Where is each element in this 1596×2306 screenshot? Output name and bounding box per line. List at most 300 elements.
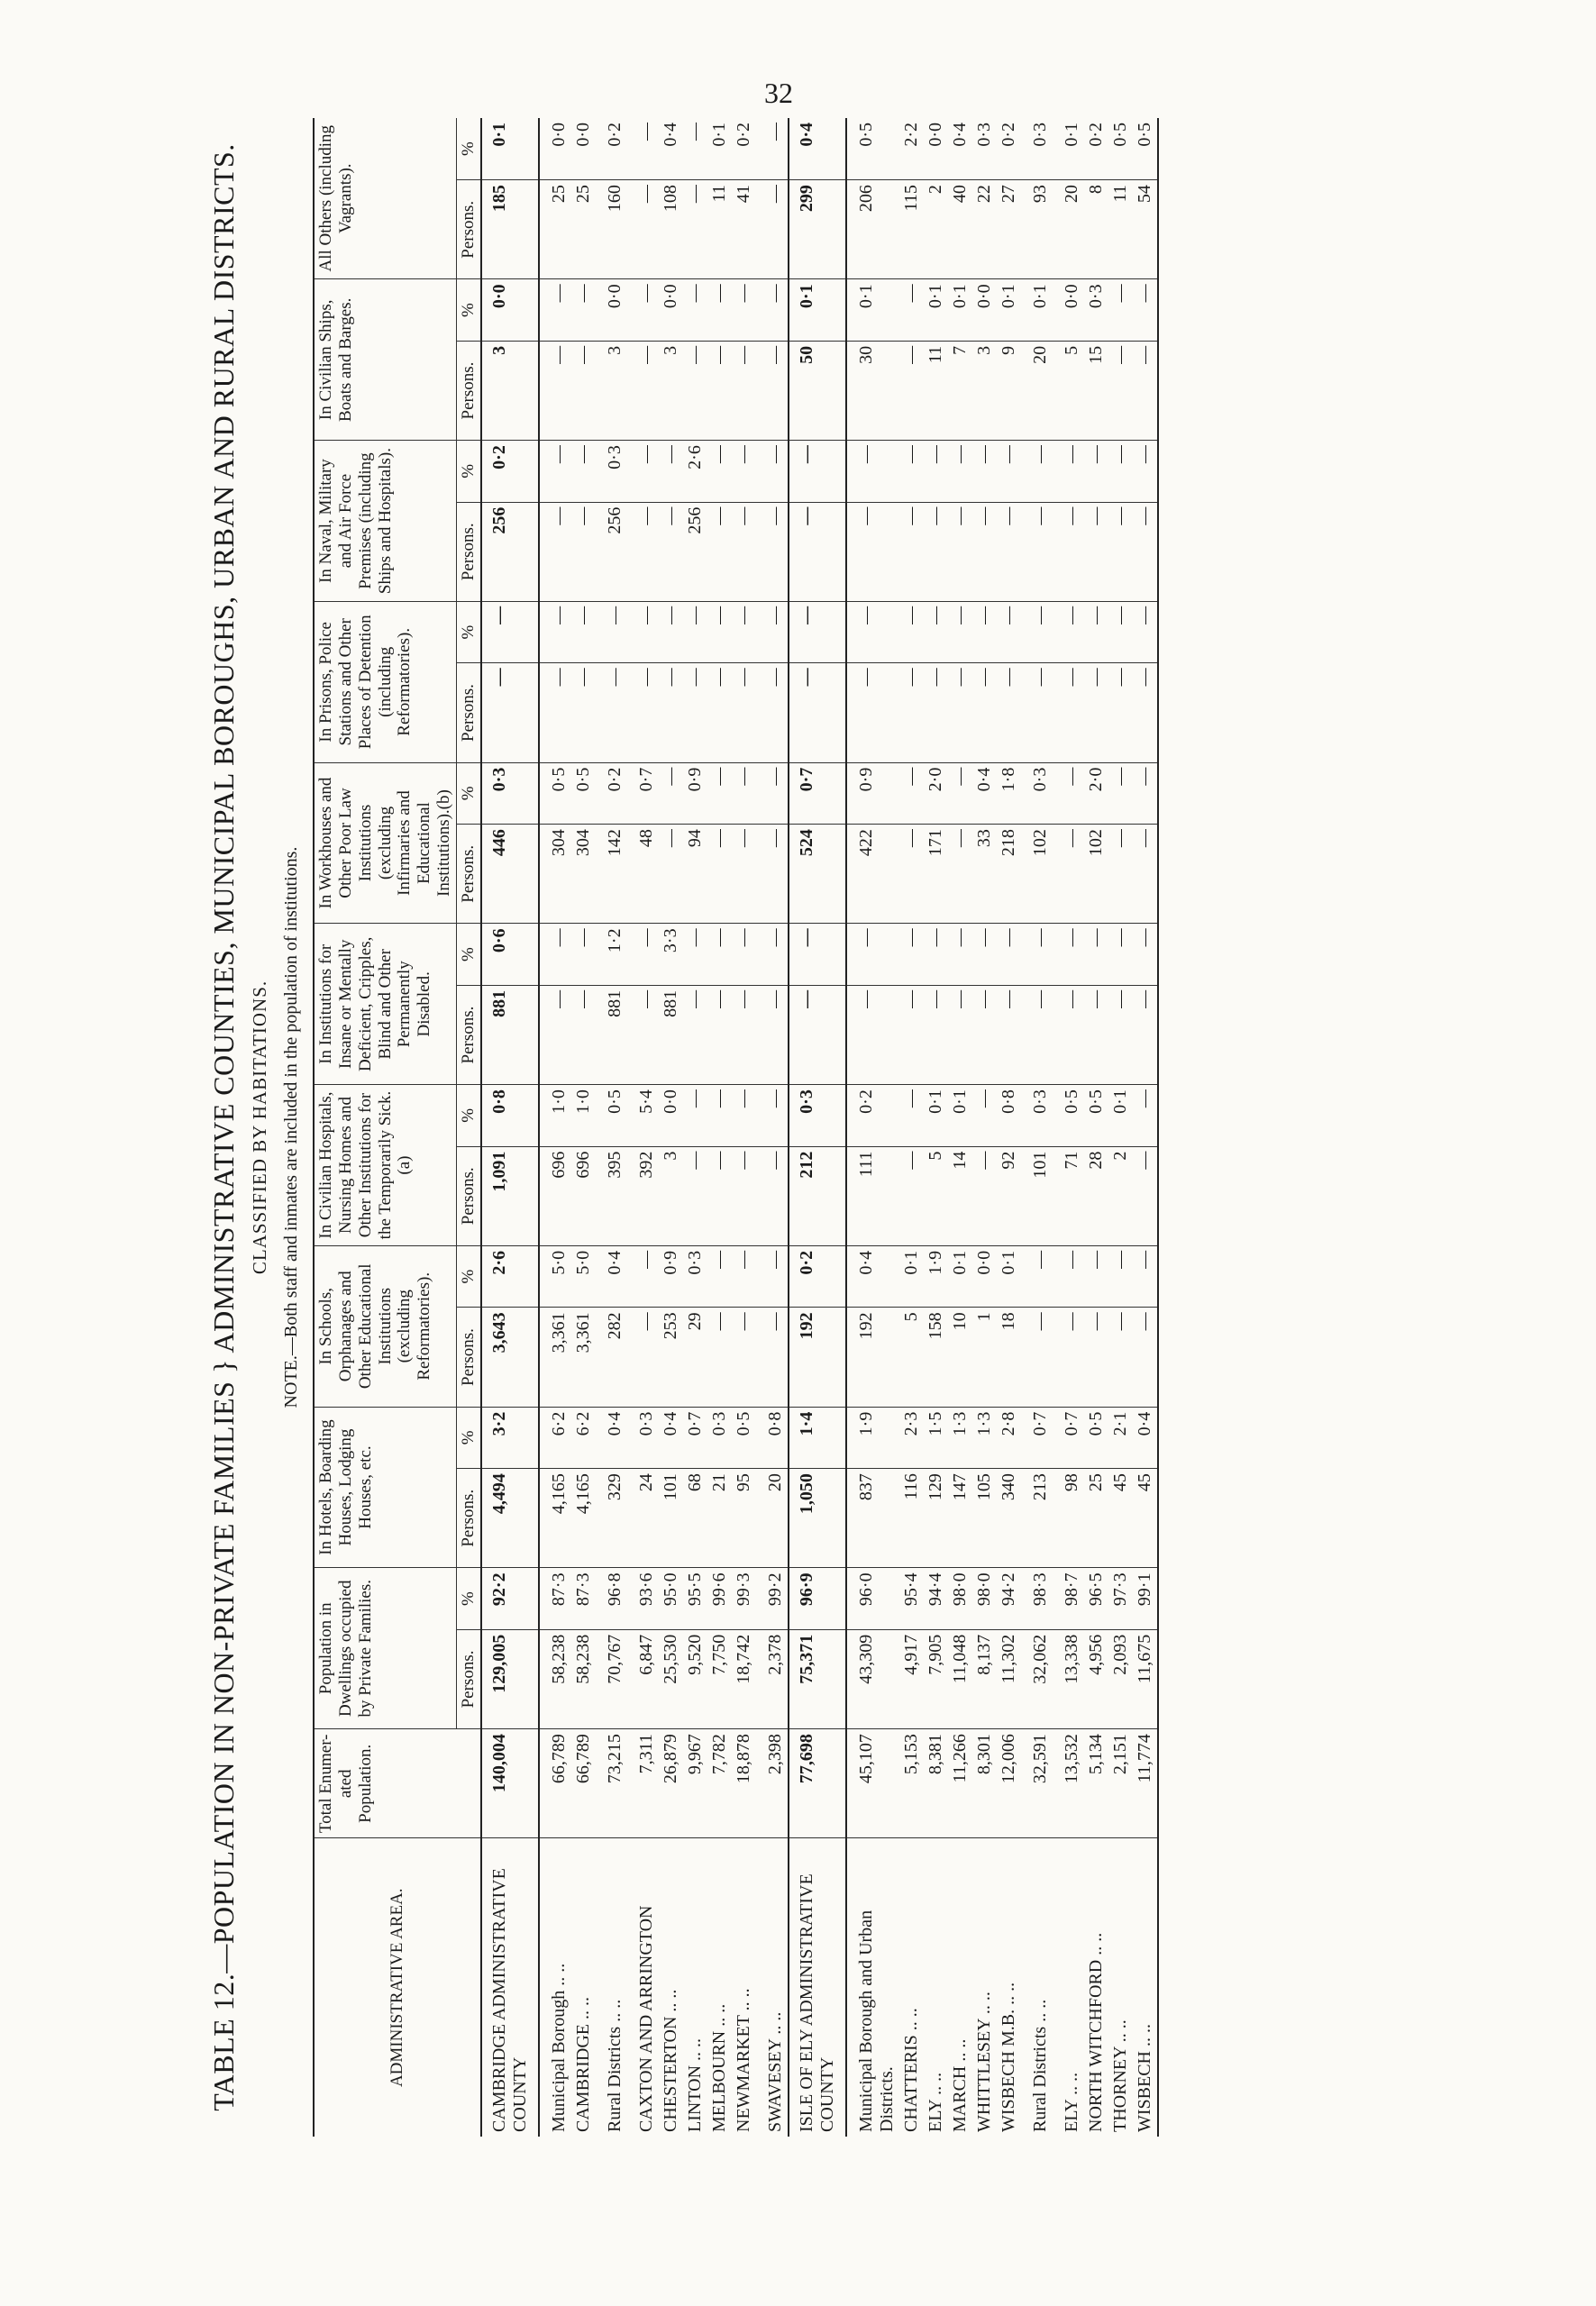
group-header: In Civilian Hospitals, Nursing Homes and Other Institutions for the Temporarily Sick.(a): [314, 1085, 456, 1246]
percent-cell: 0·1: [997, 1245, 1021, 1307]
persons-cell: —: [707, 502, 732, 601]
persons-cell: 3: [659, 1146, 683, 1245]
persons-cell: 11: [1108, 180, 1133, 279]
persons-cell: 58,238: [571, 1629, 596, 1728]
table-row: [596, 118, 627, 2137]
table-body: [481, 118, 1158, 2137]
percent-cell: —: [1021, 601, 1053, 662]
percent-subheader: %: [456, 118, 480, 180]
persons-cell: 48: [627, 825, 659, 924]
table-row: [707, 118, 732, 2137]
persons-cell: —: [899, 663, 924, 762]
percent-cell: —: [1108, 924, 1133, 985]
percent-cell: —: [997, 601, 1021, 662]
persons-cell: 20: [1053, 180, 1084, 279]
percent-cell: 0·4: [596, 1245, 627, 1307]
persons-cell: —: [846, 985, 899, 1084]
persons-cell: 25: [571, 180, 596, 279]
total-population: 32,591: [1021, 1729, 1053, 1838]
persons-cell: —: [1108, 663, 1133, 762]
percent-cell: —: [707, 1245, 732, 1307]
persons-cell: —: [846, 502, 899, 601]
percent-cell: —: [972, 601, 997, 662]
persons-cell: 18,742: [732, 1629, 756, 1728]
persons-cell: 304: [571, 825, 596, 924]
total-header: Total Enumer- ated Population.: [314, 1729, 481, 1838]
percent-cell: 94·4: [924, 1568, 948, 1629]
percent-cell: —: [683, 1085, 707, 1146]
persons-cell: 92: [997, 1146, 1021, 1245]
persons-cell: 2: [924, 180, 948, 279]
total-population: 66,789: [539, 1729, 571, 1838]
percent-cell: 0·1: [707, 118, 732, 180]
persons-cell: 27: [997, 180, 1021, 279]
persons-cell: 192: [846, 1308, 899, 1407]
percent-cell: 0·2: [789, 1245, 846, 1307]
percent-cell: 0·0: [924, 118, 948, 180]
persons-cell: 22: [972, 180, 997, 279]
persons-cell: —: [899, 825, 924, 924]
area-name: WISBECH .. ..: [1133, 1838, 1158, 2137]
persons-subheader: Persons.: [456, 1308, 480, 1407]
percent-subheader: %: [456, 279, 480, 341]
percent-cell: 0·4: [1133, 1407, 1158, 1468]
percent-cell: 6·2: [571, 1407, 596, 1468]
percent-cell: 0·2: [846, 1085, 899, 1146]
percent-cell: —: [683, 118, 707, 180]
percent-cell: 0·1: [948, 1245, 972, 1307]
group-header: In Naval, Military and Air Force Premises (including Ships and Hospitals).: [314, 441, 456, 602]
percent-cell: 0·5: [1133, 118, 1158, 180]
percent-subheader: %: [456, 1407, 480, 1468]
percent-cell: —: [707, 1085, 732, 1146]
persons-cell: 881: [659, 985, 683, 1084]
percent-cell: 5·4: [627, 1085, 659, 1146]
percent-cell: —: [732, 601, 756, 662]
percent-cell: —: [1021, 1245, 1053, 1307]
persons-cell: —: [732, 502, 756, 601]
percent-cell: —: [1133, 441, 1158, 502]
percent-cell: 0·3: [972, 118, 997, 180]
percent-cell: —: [627, 601, 659, 662]
persons-cell: —: [539, 502, 571, 601]
persons-cell: —: [683, 985, 707, 1084]
persons-cell: 1,091: [481, 1146, 539, 1245]
percent-cell: 0·0: [539, 118, 571, 180]
percent-cell: —: [683, 279, 707, 341]
persons-cell: —: [1133, 341, 1158, 440]
persons-cell: 102: [1021, 825, 1053, 924]
percent-cell: —: [659, 762, 683, 824]
percent-cell: —: [756, 601, 789, 662]
persons-cell: 3: [659, 341, 683, 440]
persons-cell: 837: [846, 1469, 899, 1568]
percent-cell: 0·7: [1053, 1407, 1084, 1468]
percent-cell: 98·7: [1053, 1568, 1084, 1629]
total-population: 9,967: [683, 1729, 707, 1838]
percent-cell: —: [1108, 279, 1133, 341]
table-content: [200, 118, 1408, 2137]
persons-cell: 20: [1021, 341, 1053, 440]
area-name: MARCH .. ..: [949, 2038, 970, 2132]
percent-cell: 0·2: [596, 762, 627, 824]
persons-cell: —: [1084, 663, 1108, 762]
percent-cell: 2·6: [481, 1245, 539, 1307]
persons-cell: 58,238: [539, 1629, 571, 1728]
percent-cell: 0·5: [1084, 1407, 1108, 1468]
persons-cell: —: [899, 1146, 924, 1245]
percent-subheader: %: [456, 1568, 480, 1629]
percent-cell: —: [683, 924, 707, 985]
percent-cell: 96·8: [596, 1568, 627, 1629]
persons-cell: 101: [1021, 1146, 1053, 1245]
persons-cell: 3: [596, 341, 627, 440]
persons-cell: —: [1021, 502, 1053, 601]
total-population: 26,879: [659, 1729, 683, 1838]
persons-cell: 524: [789, 825, 846, 924]
percent-cell: —: [707, 924, 732, 985]
table-row: [1021, 118, 1053, 2137]
total-population: 11,774: [1133, 1729, 1158, 1838]
persons-cell: 392: [627, 1146, 659, 1245]
total-population: 7,311: [627, 1729, 659, 1838]
total-population: 8,301: [972, 1729, 997, 1838]
percent-cell: —: [732, 924, 756, 985]
persons-cell: —: [789, 663, 846, 762]
percent-cell: —: [756, 118, 789, 180]
percent-cell: —: [997, 441, 1021, 502]
persons-cell: 93: [1021, 180, 1053, 279]
percent-cell: 95·4: [899, 1568, 924, 1629]
persons-cell: 206: [846, 180, 899, 279]
persons-cell: 4,956: [1084, 1629, 1108, 1728]
percent-cell: 0·1: [1053, 118, 1084, 180]
table-row: [756, 118, 789, 2137]
total-population: 8,381: [924, 1729, 948, 1838]
percent-cell: —: [948, 441, 972, 502]
persons-cell: —: [1133, 985, 1158, 1084]
persons-cell: 3: [972, 341, 997, 440]
group-header: In Prisons, Police Stations and Other Places of Detention (including Reformatories).: [314, 601, 456, 762]
persons-cell: —: [627, 1308, 659, 1407]
table-row: [1108, 118, 1133, 2137]
persons-cell: —: [756, 1146, 789, 1245]
area-name: CHATTERIS .. ..: [900, 2008, 921, 2132]
persons-cell: —: [627, 180, 659, 279]
percent-cell: —: [972, 1085, 997, 1146]
persons-cell: 171: [924, 825, 948, 924]
county-row: [481, 118, 539, 2137]
percent-cell: —: [899, 441, 924, 502]
percent-cell: —: [1053, 441, 1084, 502]
percent-cell: —: [659, 441, 683, 502]
persons-cell: 20: [756, 1469, 789, 1568]
persons-cell: 43,309: [846, 1629, 899, 1728]
percent-cell: 0·1: [1108, 1085, 1133, 1146]
persons-cell: 3,361: [571, 1308, 596, 1407]
percent-cell: —: [732, 279, 756, 341]
percent-cell: 0·5: [571, 762, 596, 824]
percent-cell: —: [571, 441, 596, 502]
persons-cell: 50: [789, 341, 846, 440]
persons-cell: —: [1084, 502, 1108, 601]
percent-cell: 0·3: [1021, 118, 1053, 180]
percent-cell: 99·6: [707, 1568, 732, 1629]
percent-cell: 3·2: [481, 1407, 539, 1468]
percent-cell: 0·2: [1084, 118, 1108, 180]
percent-cell: —: [732, 762, 756, 824]
persons-cell: 45: [1133, 1469, 1158, 1568]
percent-cell: —: [924, 441, 948, 502]
percent-cell: —: [571, 924, 596, 985]
persons-cell: —: [1053, 825, 1084, 924]
group-header: In Institutions for Insane or Mentally Deficient, Cripples, Blind and Other Permanently Disabled.: [314, 924, 456, 1085]
percent-cell: —: [707, 601, 732, 662]
percent-cell: 2·2: [899, 118, 924, 180]
percent-cell: —: [1133, 279, 1158, 341]
percent-cell: 0·2: [732, 118, 756, 180]
persons-cell: 129,005: [481, 1629, 539, 1728]
percent-cell: 0·7: [683, 1407, 707, 1468]
percent-cell: 96·0: [846, 1568, 899, 1629]
percent-cell: 0·5: [732, 1407, 756, 1468]
area-name: Rural Districts .. ..: [604, 1999, 625, 2132]
area-name: Municipal Borough and Urban Districts.: [855, 1910, 897, 2132]
persons-cell: 18: [997, 1308, 1021, 1407]
persons-cell: 68: [683, 1469, 707, 1568]
percent-cell: 0·5: [1108, 118, 1133, 180]
persons-subheader: Persons.: [456, 1629, 480, 1728]
persons-cell: 7,905: [924, 1629, 948, 1728]
persons-cell: 11: [707, 180, 732, 279]
table-row: [1053, 118, 1084, 2137]
percent-cell: —: [789, 924, 846, 985]
percent-cell: —: [899, 279, 924, 341]
persons-cell: —: [732, 1308, 756, 1407]
percent-cell: —: [1084, 924, 1108, 985]
persons-cell: —: [539, 985, 571, 1084]
percent-cell: 0·0: [571, 118, 596, 180]
persons-cell: 11,675: [1133, 1629, 1158, 1728]
persons-cell: 9,520: [683, 1629, 707, 1728]
persons-cell: 212: [789, 1146, 846, 1245]
persons-cell: 98: [1053, 1469, 1084, 1568]
group-header: All Others (including Vagrants).: [314, 118, 456, 279]
persons-cell: —: [972, 985, 997, 1084]
percent-cell: 0·3: [596, 441, 627, 502]
persons-cell: 2,093: [1108, 1629, 1133, 1728]
percent-cell: 1·9: [846, 1407, 899, 1468]
persons-cell: —: [789, 502, 846, 601]
persons-cell: 94: [683, 825, 707, 924]
percent-cell: —: [756, 279, 789, 341]
persons-cell: 395: [596, 1146, 627, 1245]
persons-cell: 4,165: [539, 1469, 571, 1568]
persons-cell: —: [1108, 985, 1133, 1084]
table-row: [846, 118, 899, 2137]
persons-cell: 192: [789, 1308, 846, 1407]
percent-cell: 5·0: [539, 1245, 571, 1307]
persons-cell: 102: [1084, 825, 1108, 924]
table-row: [659, 118, 683, 2137]
total-population: 77,698: [789, 1729, 846, 1838]
percent-cell: 0·0: [659, 279, 683, 341]
persons-cell: 9: [997, 341, 1021, 440]
percent-cell: 99·3: [732, 1568, 756, 1629]
county-row: [789, 118, 846, 2137]
percent-cell: 1·9: [924, 1245, 948, 1307]
percent-cell: 0·3: [481, 762, 539, 824]
percent-cell: —: [539, 279, 571, 341]
table-row: [948, 118, 972, 2137]
area-name: ISLE OF ELY ADMINISTRATIVE COUNTY: [789, 1838, 846, 2137]
percent-cell: —: [756, 441, 789, 502]
table-title: TABLE 12.—POPULATION IN NON-PRIVATE FAMILIES } ADMINISTRATIVE COUNTIES, MUNICIPAL BOROUGHS, URBAN AND RURAL DISTRICTS.: [207, 143, 240, 2111]
percent-cell: 0·0: [1053, 279, 1084, 341]
persons-cell: —: [1108, 825, 1133, 924]
total-population: 45,107: [846, 1729, 899, 1838]
persons-cell: 3: [481, 341, 539, 440]
persons-cell: —: [707, 663, 732, 762]
percent-cell: 0·1: [1021, 279, 1053, 341]
percent-cell: —: [1053, 762, 1084, 824]
percent-cell: 95·0: [659, 1568, 683, 1629]
percent-cell: 0·1: [924, 1085, 948, 1146]
persons-cell: —: [1053, 663, 1084, 762]
percent-cell: 0·3: [1021, 762, 1053, 824]
persons-cell: —: [659, 663, 683, 762]
percent-cell: 0·3: [789, 1085, 846, 1146]
percent-cell: 99·2: [756, 1568, 789, 1629]
table-header: [314, 118, 481, 2137]
percent-cell: —: [1133, 924, 1158, 985]
percent-cell: —: [789, 601, 846, 662]
persons-cell: —: [627, 341, 659, 440]
percent-cell: —: [756, 1245, 789, 1307]
persons-cell: —: [1133, 825, 1158, 924]
percent-cell: 0·1: [948, 279, 972, 341]
persons-cell: —: [899, 341, 924, 440]
percent-cell: 0·5: [596, 1085, 627, 1146]
persons-cell: 32,062: [1021, 1629, 1053, 1728]
percent-subheader: %: [456, 924, 480, 985]
total-population: 2,398: [756, 1729, 789, 1838]
persons-cell: 881: [596, 985, 627, 1084]
percent-cell: 98·0: [972, 1568, 997, 1629]
percent-cell: —: [1021, 924, 1053, 985]
total-population: 5,153: [899, 1729, 924, 1838]
percent-cell: —: [756, 762, 789, 824]
percent-cell: —: [539, 924, 571, 985]
persons-cell: —: [659, 502, 683, 601]
persons-cell: 256: [683, 502, 707, 601]
group-header: In Hotels, Boarding Houses, Lodging Houses, etc.: [314, 1407, 456, 1568]
percent-cell: —: [596, 601, 627, 662]
persons-cell: 108: [659, 180, 683, 279]
total-population: 66,789: [571, 1729, 596, 1838]
persons-subheader: Persons.: [456, 1469, 480, 1568]
persons-cell: —: [1108, 502, 1133, 601]
persons-cell: 7: [948, 341, 972, 440]
percent-cell: —: [899, 924, 924, 985]
percent-cell: 0·9: [846, 762, 899, 824]
persons-cell: 111: [846, 1146, 899, 1245]
percent-cell: —: [627, 441, 659, 502]
persons-cell: 1: [972, 1308, 997, 1407]
percent-cell: —: [899, 1085, 924, 1146]
persons-subheader: Persons.: [456, 180, 480, 279]
percent-cell: —: [1108, 1245, 1133, 1307]
percent-cell: —: [627, 1245, 659, 1307]
percent-cell: —: [571, 279, 596, 341]
persons-cell: 160: [596, 180, 627, 279]
persons-cell: —: [756, 502, 789, 601]
persons-cell: —: [707, 1308, 732, 1407]
percent-cell: 98·3: [1021, 1568, 1053, 1629]
percent-cell: —: [707, 441, 732, 502]
percent-cell: 2·8: [997, 1407, 1021, 1468]
persons-cell: 71: [1053, 1146, 1084, 1245]
percent-cell: 2·3: [899, 1407, 924, 1468]
percent-cell: 1·3: [972, 1407, 997, 1468]
persons-cell: —: [756, 825, 789, 924]
persons-cell: —: [1133, 502, 1158, 601]
persons-cell: 8,137: [972, 1629, 997, 1728]
persons-cell: —: [846, 663, 899, 762]
percent-subheader: %: [456, 1085, 480, 1146]
persons-cell: 105: [972, 1469, 997, 1568]
persons-cell: 185: [481, 180, 539, 279]
percent-cell: 1·5: [924, 1407, 948, 1468]
percent-cell: 0·3: [707, 1407, 732, 1468]
persons-cell: —: [732, 1146, 756, 1245]
table-row: [972, 118, 997, 2137]
persons-cell: —: [1021, 1308, 1053, 1407]
persons-subheader: Persons.: [456, 502, 480, 601]
percent-cell: —: [1133, 762, 1158, 824]
percent-cell: —: [948, 601, 972, 662]
percent-cell: 93·6: [627, 1568, 659, 1629]
percent-cell: 0·9: [659, 1245, 683, 1307]
persons-cell: 4,165: [571, 1469, 596, 1568]
percent-cell: —: [789, 441, 846, 502]
area-name: Rural Districts .. ..: [1029, 1999, 1050, 2132]
persons-cell: —: [1108, 341, 1133, 440]
persons-cell: 75,371: [789, 1629, 846, 1728]
percent-cell: —: [899, 601, 924, 662]
persons-cell: 282: [596, 1308, 627, 1407]
percent-cell: 0·8: [481, 1085, 539, 1146]
percent-cell: 98·0: [948, 1568, 972, 1629]
persons-cell: —: [571, 663, 596, 762]
persons-cell: 14: [948, 1146, 972, 1245]
persons-cell: 28: [1084, 1146, 1108, 1245]
persons-cell: 256: [481, 502, 539, 601]
percent-cell: 1·0: [571, 1085, 596, 1146]
percent-cell: 0·1: [789, 279, 846, 341]
persons-cell: 299: [789, 180, 846, 279]
percent-cell: —: [732, 441, 756, 502]
persons-cell: —: [789, 985, 846, 1084]
persons-cell: 147: [948, 1469, 972, 1568]
persons-cell: —: [756, 1308, 789, 1407]
persons-cell: —: [756, 985, 789, 1084]
total-population: 18,878: [732, 1729, 756, 1838]
total-population: 140,004: [481, 1729, 539, 1838]
total-population: 12,006: [997, 1729, 1021, 1838]
persons-cell: —: [997, 985, 1021, 1084]
persons-cell: 5: [924, 1146, 948, 1245]
